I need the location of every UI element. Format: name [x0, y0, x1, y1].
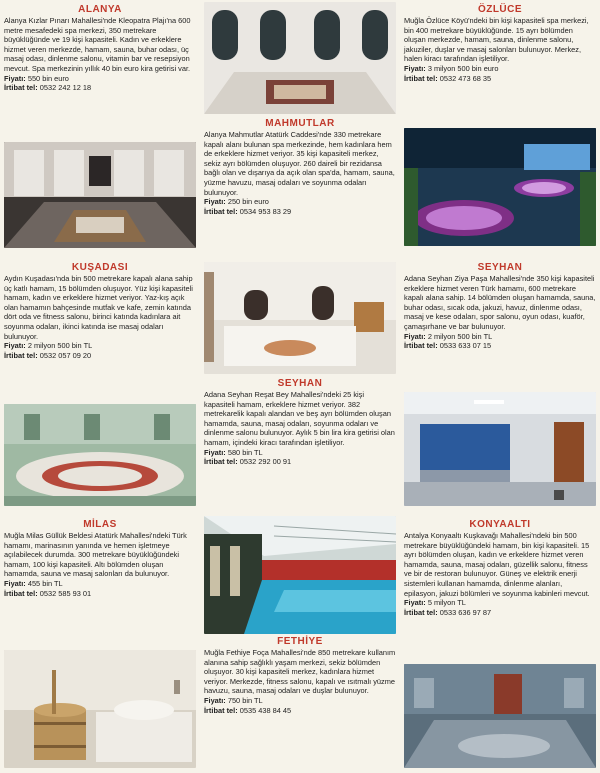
- phone-label: İrtibat tel:: [404, 73, 438, 83]
- price-value: 455 bin TL: [27, 578, 63, 588]
- listing-title: KONYAALTI: [469, 519, 531, 530]
- listing-phone: [200, 706, 400, 716]
- listing-description: Adana Seyhan Ziya Paşa Mahallesi'nde 350 kişi kapasiteli erkeklere hizmet veren Türk hamamı, 600 metrekare kapalı alana sahip. 14 bölümden oluşan hamamda, sauna, buhar odası, sıcak oda, jakuzi, havuz, dinlenme odası, masaj ve kese odaları, spor salonu, oyun odası, kuaför, çamaşırhane ve bar bulunuyor.: [404, 274, 596, 331]
- listing-title: KUŞADASI: [71, 262, 129, 273]
- phone-label: İrtibat tel:: [204, 705, 238, 715]
- phone-label: İrtibat tel:: [204, 457, 238, 467]
- phone-value: 0535 438 84 45: [239, 705, 292, 715]
- listing-price: [0, 579, 200, 589]
- listing-mahmutlar: [200, 118, 400, 216]
- phone-value: 0533 636 97 87: [439, 607, 492, 617]
- listing-price: [400, 64, 600, 74]
- listing-phone: [400, 74, 600, 84]
- listing-konyaalti: [400, 519, 600, 617]
- price-label: Fiyatı:: [4, 341, 26, 351]
- listing-ozluce: [400, 4, 600, 83]
- price-value: 3 milyon 500 bin euro: [427, 63, 499, 73]
- listing-phone: [200, 457, 400, 467]
- listing-title: MAHMUTLAR: [265, 118, 335, 129]
- listing-price: [0, 341, 200, 351]
- price-label: Fiyatı:: [404, 331, 426, 341]
- photo-kusadasi-hamam: [4, 404, 196, 506]
- price-value: 250 bin euro: [227, 197, 269, 207]
- column-middle: [200, 0, 400, 773]
- listing-phone: [0, 589, 200, 599]
- listing-title: MİLAS: [83, 519, 117, 530]
- photo-alanya-spa: [4, 142, 196, 248]
- photo-mahmutlar-hamam: [204, 2, 396, 114]
- phone-label: İrtibat tel:: [204, 206, 238, 216]
- listing-title: ALANYA: [78, 4, 122, 15]
- price-value: 2 milyon 500 bin TL: [27, 341, 93, 351]
- listing-price: [400, 598, 600, 608]
- phone-value: 0533 633 07 15: [439, 341, 492, 351]
- listing-title: SEYHAN: [477, 262, 523, 273]
- price-label: Fiyatı:: [404, 63, 426, 73]
- phone-label: İrtibat tel:: [404, 607, 438, 617]
- listing-description: Muğla Milas Güllük Beldesi Atatürk Mahallesi'ndeki Türk hamamı, marinasının yanında ve hemen işletmeye açılabilecek durumda. 300 metrekare büyüklüğündeki hamam, 100 kişi kapasiteli. Altı bölümden oluşan hamamda, sauna ve masaj salonları da bulunuyor.: [4, 531, 187, 579]
- listing-fethiye: [200, 636, 400, 715]
- phone-value: 0532 242 12 18: [39, 83, 92, 93]
- listing-title: FETHİYE: [277, 636, 323, 647]
- listing-kusadasi: [0, 262, 200, 360]
- phone-value: 0532 292 00 91: [239, 457, 292, 467]
- phone-label: İrtibat tel:: [4, 588, 38, 598]
- listing-price: [200, 696, 400, 706]
- listing-seyhan-resatbey: [200, 378, 400, 467]
- phone-label: İrtibat tel:: [4, 350, 38, 360]
- phone-value: 0534 953 83 29: [239, 206, 292, 216]
- listing-phone: [0, 83, 200, 93]
- listing-description: Alanya Kızlar Pınarı Mahallesi'nde Kleopatra Plajı'na 600 metre mesafedeki spa merkezi, 350 metrekare büyüklüğünde ve 19 kişi kapasiteli. Kadın ve erkeklere hizmet veren merkezde, hamam, sauna, buhar odası, üç masaj odası, dinlenme salonu, vitamin bar ve resepsiyon mevcut. Spa merkezinin yıllık 40 bin euro kira getirisi var.: [4, 16, 191, 73]
- column-right: [400, 0, 600, 773]
- phone-label: İrtibat tel:: [4, 83, 38, 93]
- listing-phone: [400, 341, 600, 351]
- listing-seyhan-ziyapasa: [400, 262, 600, 351]
- listing-alanya: [0, 4, 200, 93]
- column-left: [0, 0, 200, 773]
- listing-phone: [200, 207, 400, 217]
- price-label: Fiyatı:: [4, 73, 26, 83]
- listing-description: Antalya Konyaaltı Kuşkavağı Mahallesi'ndeki bin 500 metrekare büyüklüğündeki hamam, bin kişi kapasiteli. 15 ayrı bölümden oluşan, kadın ve erkeklere hizmet veren hamamda, sauna, masaj odaları, güzellik salonu, fitness ve bir de restoran bulunuyor. Güneş ve elektrik enerji sistemleri kullanan hamamda, dinlenme alanları, epilasyon, jakuzi bölümleri ve soyunma kabinleri mevcut.: [404, 531, 590, 598]
- listing-milas: [0, 519, 200, 598]
- listing-price: [400, 332, 600, 342]
- listing-description: Muğla Özlüce Köyü'ndeki bin kişi kapasiteli spa merkezi, bin 400 metrekare büyüklüğünde. 15 ayrı bölümden oluşan merkezde, hamam, sauna, dinlenme salonu, jakuziler, duşlar ve masaj salonları bulunuyor. Merkez, halen kiracı tarafından işletiliyor.: [404, 16, 589, 64]
- photo-seyhan-resatbey-hamam: [204, 262, 396, 374]
- photo-konyaalti-hamam: [404, 664, 596, 768]
- price-value: 5 milyon TL: [427, 598, 466, 608]
- photo-fethiye-pool: [204, 516, 396, 634]
- phone-value: 0532 585 93 01: [39, 588, 92, 598]
- listing-price: [200, 197, 400, 207]
- price-label: Fiyatı:: [204, 197, 226, 207]
- price-value: 750 bin TL: [227, 695, 263, 705]
- listing-title: ÖZLÜCE: [477, 4, 523, 15]
- listing-title: SEYHAN: [277, 378, 323, 389]
- listing-description: Aydın Kuşadası'nda bin 500 metrekare kapalı alana sahip üç katlı hamam, 15 bölümden oluşuyor. Yüz kişi kapasiteli hamam, kadın ve erkeklere hizmet veriyor. Yaz-kış açık olan hamamın bahçesinde mutfak ve kafe, zemin katında dört oda ve fitness salonu, birinci katında kadınlara ait soyunma odaları, ikinci katında ise masaj odaları bulunuyor.: [4, 274, 193, 341]
- phone-value: 0532 057 09 20: [39, 350, 92, 360]
- price-value: 580 bin TL: [227, 447, 263, 457]
- price-value: 2 milyon 500 bin TL: [427, 331, 493, 341]
- photo-milas-hamam: [4, 650, 196, 768]
- listing-description: Muğla Fethiye Foça Mahallesi'nde 850 metrekare kullanım alanına sahip sağlıklı yaşam merkezi, sekiz bölümden oluşuyor. 30 kişi kapasiteli merkez, kadınlara hizmet veriyor. Merkezde, fitness salonu, kapalı ve ısıtmalı yüzme havuzu, sauna, masaj odaları ve duşlar bulunuyor.: [204, 648, 396, 696]
- listing-price: [0, 74, 200, 84]
- listing-description: Adana Seyhan Reşat Bey Mahallesi'ndeki 25 kişi kapasiteli hamam, erkeklere hizmet veriyor. 382 metrekarelik kapalı alandan ve beş ayrı bölümden oluşan hamamda, sauna, masaj odaları, soyunma odaları ve dinlenme salonu bulunuyor. Aylık 5 bin lira kira getirisi olan hamam, içindeki kiracı tarafından işletiliyor.: [204, 390, 395, 447]
- photo-ozluce-jacuzzi: [404, 128, 596, 246]
- price-label: Fiyatı:: [4, 578, 26, 588]
- listing-price: [200, 448, 400, 458]
- photo-seyhan-ziyapasa-hamam: [404, 392, 596, 506]
- listing-phone: [0, 351, 200, 361]
- listing-phone: [400, 608, 600, 618]
- phone-label: İrtibat tel:: [404, 341, 438, 351]
- price-label: Fiyatı:: [404, 598, 426, 608]
- phone-value: 0532 473 68 35: [439, 73, 492, 83]
- listing-description: Alanya Mahmutlar Atatürk Caddesi'nde 330 metrekare kapalı alanı bulunan spa merkezinde, hem kadınlara hem de erkeklere hizmet veriyor. 35 kişi kapasiteli merkez, sekiz ayrı bölümden oluşuyor. 260 daireli bir rezidansa bağlı olan ve dışarıya da açık olan spa'da, hamam, sauna, yüzme havuzu, masaj odaları ve soyunma odaları bulunuyor.: [204, 130, 395, 197]
- price-label: Fiyatı:: [204, 695, 226, 705]
- price-value: 550 bin euro: [27, 73, 69, 83]
- price-label: Fiyatı:: [204, 447, 226, 457]
